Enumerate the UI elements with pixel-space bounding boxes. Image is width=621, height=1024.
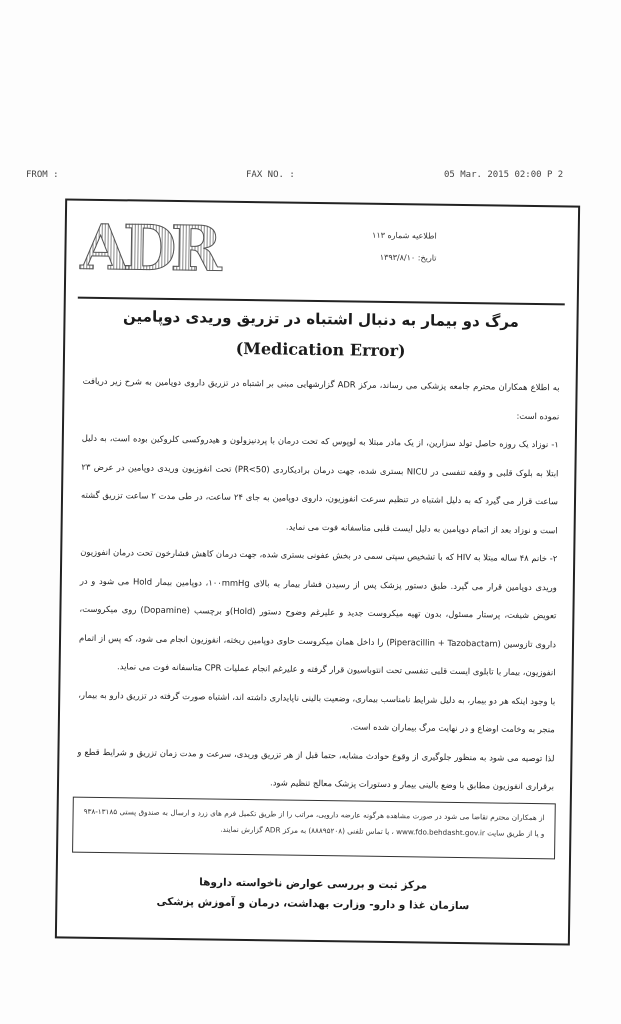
reporting-notice-box: از همکاران محترم تقاضا می شود در صورت مشاهده هرگونه عارضه دارویی، مراتب را از طریق تکمیل فرم های زرد و ارسال به صندوق پستی ۱۳۱۸۵-۹۳۸ و یا از طریق سایت www.fdo.behdasht.gov.ir ، یا تماس تلفنی (۸۸۸۹۵۲۰۸) به مرکز ADR گزارش نمایند. [72,797,556,860]
bulletin-number: اطلاعیه شماره ۱۱۳ [372,230,437,241]
document-frame [55,198,580,945]
footer-center-name: مرکز ثبت و بررسی عوارض ناخواسته داروها [199,876,428,892]
document-subtitle: (Medication Error) [235,338,406,361]
adr-logo: ADR [80,210,217,286]
body-paragraph-intro: به اطلاع همکاران محترم جامعه پزشکی می رساند، مرکز ADR گزارشهایی مبنی بر اشتباه در تزریق داروی دوپامین به شرح زیر دریافت نموده است: [82,375,560,421]
body-paragraph-case-2: ۲- خانم ۴۸ ساله مبتلا به HIV که با تشخیص سپتی سمی در بخش عفونی بستری شده، جهت درمان کاهش فشارخون تحت درمان انفوزیون وریدی دوپامین قرار می گیرد. طبق دستور پزشک پس از رسیدن فشار بیمار به بالای ۱۰۰mmHg، دوپامین بیمار Hold می شود و در تعویض شیفت، پرستار مسئول، بدون تهیه میکروست جدید و علیرغم وضوح دستور (Hold)و برچسب (Dopamine) روی میکروست، داروی تازوسین (Piperacillin + Tazobactam) را داخل همان میکروست حاوی دوپامین ریخته، انفوزیون انجام می شود، که پس از اتمام انفوزیون، بیمار با تابلوی ایست قلبی تنفسی تحت انتوباسیون قرار گرفته و علیرغم انجام عملیات CPR متاسفانه فوت می نماید. [78,546,558,678]
body-paragraph-case-1: ۱- نوزاد یک روزه حاصل تولد سزارین، از یک مادر مبتلا به لوپوس که تحت درمان با پردنیزولون و هیدروکسی کلروکین بوده است، به دلیل ابتلا به بلوک قلبی و وقفه تنفسی در NICU بستری شده، جهت درمان برادیکاردی (PR<50) تحت انفوزیون وریدی دوپامین در عرض ۲۳ ساعت قرار می گیرد که به دلیل اشتباه در تنظیم سرعت انفوزیون، داروی دوپامین به جای ۲۴ ساعت، در طی مدت ۲ ساعت تزریق گشته است و نوزاد بعد از اتمام دوپامین به دلیل ایست قلبی متاسفانه فوت می نماید. [80,432,559,535]
document-body [77,367,560,801]
header-divider [78,297,565,306]
fax-from-label: FROM : [26,170,59,180]
body-paragraph-recommendation: لذا توصیه می شود به منظور جلوگیری از وقوع حوادث مشابه، حتما قبل از هر تزریق وریدی، سرعت و مدت زمان تزریق و شرایط قطع و برقراری انفوزیون مطابق با وضع بالینی بیمار و دستورات پزشک معالج تنظیم شود. [77,746,555,792]
fax-header [20,170,580,186]
document-title: مرگ دو بیمار به دنبال اشتباه در تزریق وریدی دوپامین [123,307,520,331]
bulletin-meta [296,224,437,270]
body-paragraph-conclusion: با وجود اینکه هر دو بیمار، به دلیل شرایط نامناسب بیماری، وضعیت بالینی ناپایداری داشته اند، اشتباه صورت گرفته در تزریق دارو به بیمار، منجر به وخامت اوضاع و در نهایت مرگ بیماران شده است. [78,689,556,735]
bulletin-date: تاریخ: ۱۳۹۳/۸/۱۰ [379,252,437,263]
fax-number-label: FAX NO. : [246,170,295,180]
document-footer [57,870,569,917]
fax-date-page: 05 Mar. 2015 02:00 P 2 [444,170,564,180]
footer-organization: سازمان غذا و دارو- وزارت بهداشت، درمان و آموزش پزشکی [156,895,470,913]
